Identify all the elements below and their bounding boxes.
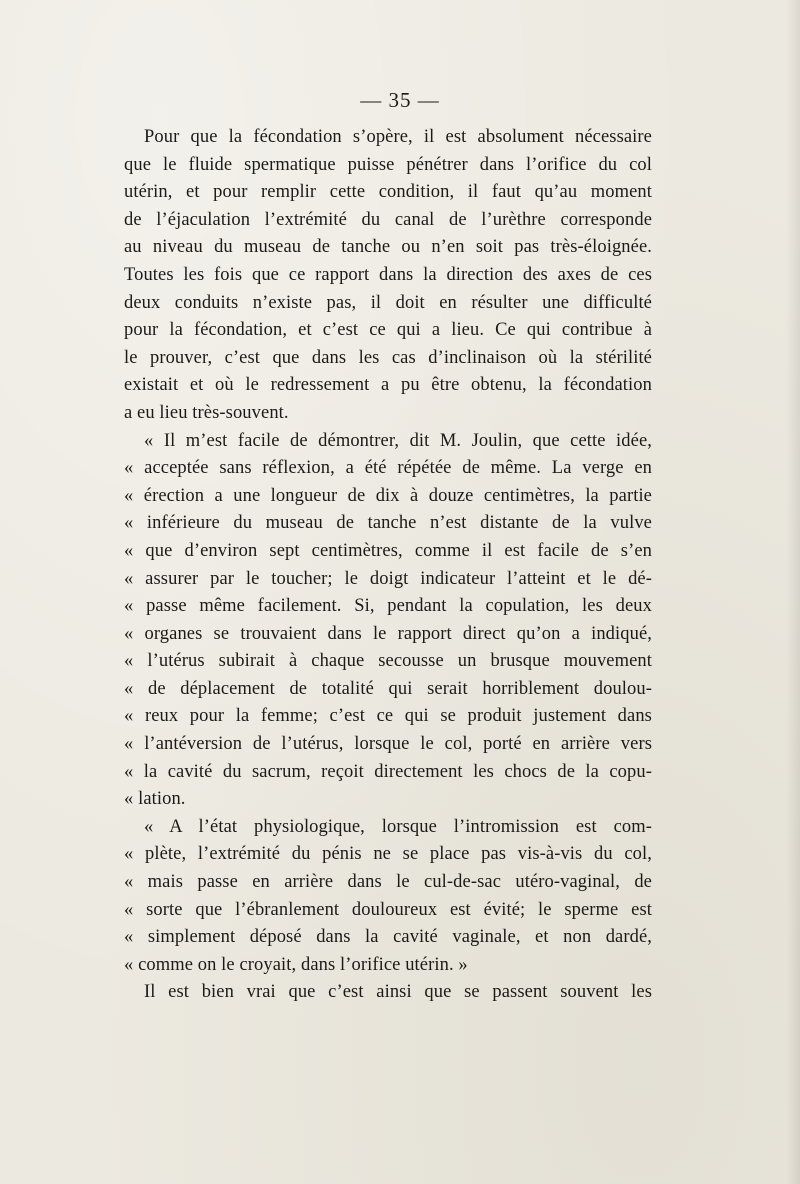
text-line: que le fluide spermatique puisse pénétrer dans l’orifice du col (124, 154, 652, 175)
quote-line: « Il m’est facile de démontrer, dit M. Joulin, que cette idée, (144, 430, 652, 451)
text-line: existait et où le redressement a pu être obtenu, la fécondation (124, 375, 652, 396)
page-edge-shadow (786, 0, 800, 1184)
quote-line: « de déplacement de totalité qui serait horriblement doulou- (124, 678, 652, 699)
quote-line: « reux pour la femme; c’est ce qui se produit justement dans (124, 706, 652, 727)
quote-line: « simplement déposé dans la cavité vaginale, et non dardé, (124, 927, 652, 948)
quote-line: « A l’état physiologique, lorsque l’intromission est com- (144, 816, 652, 837)
quote-line: « organes se trouvaient dans le rapport direct qu’on a indiqué, (124, 623, 652, 644)
page-number: — 35 — (360, 88, 440, 112)
quote-line: « assurer par le toucher; le doigt indicateur l’atteint et le dé- (124, 568, 652, 589)
quote-line: « acceptée sans réflexion, a été répétée de même. La verge en (124, 458, 652, 479)
body-text (124, 124, 652, 1007)
quote-line: « l’antéversion de l’utérus, lorsque le col, porté en arrière vers (124, 734, 652, 755)
quote-line: « plète, l’extrémité du pénis ne se place pas vis-à-vis du col, (124, 844, 652, 865)
text-line: utérin, et pour remplir cette condition, il faut qu’au moment (124, 182, 652, 203)
quote-line: « lation. (124, 789, 186, 810)
text-line: Pour que la fécondation s’opère, il est absolument nécessaire (144, 127, 652, 147)
quote-line: « que d’environ sept centimètres, comme il est facile de s’en (124, 540, 652, 561)
text-line: pour la fécondation, et c’est ce qui a lieu. Ce qui contribue à (124, 320, 652, 341)
quote-line: « la cavité du sacrum, reçoit directement les chocs de la copu- (124, 761, 652, 782)
quote-line: « mais passe en arrière dans le cul-de-sac utéro-vaginal, de (124, 872, 652, 893)
text-line: Toutes les fois que ce rapport dans la direction des axes de ces (124, 264, 652, 285)
text-line: le prouver, c’est que dans les cas d’inclinaison où la stérilité (124, 347, 652, 368)
quote-line: « érection a une longueur de dix à douze centimètres, la partie (124, 485, 652, 506)
text-line: deux conduits n’existe pas, il doit en résulter une difficulté (124, 292, 652, 313)
quote-line: « inférieure du museau de tanche n’est distante de la vulve (124, 513, 652, 534)
quote-line: « passe même facilement. Si, pendant la copulation, les deux (124, 596, 652, 617)
quote-line: « comme on le croyait, dans l’orifice utérin. » (124, 954, 468, 975)
text-line: a eu lieu très-souvent. (124, 402, 289, 423)
text-line: de l’éjaculation l’extrémité du canal de l’urèthre corresponde (124, 209, 652, 230)
quote-line: « sorte que l’ébranlement douloureux est évité; le sperme est (124, 899, 652, 920)
text-line: au niveau du museau de tanche ou n’en soit pas très-éloignée. (124, 237, 652, 258)
text-line: Il est bien vrai que c’est ainsi que se passent souvent les (144, 982, 652, 1003)
quote-line: « l’utérus subirait à chaque secousse un brusque mouvement (124, 651, 652, 672)
